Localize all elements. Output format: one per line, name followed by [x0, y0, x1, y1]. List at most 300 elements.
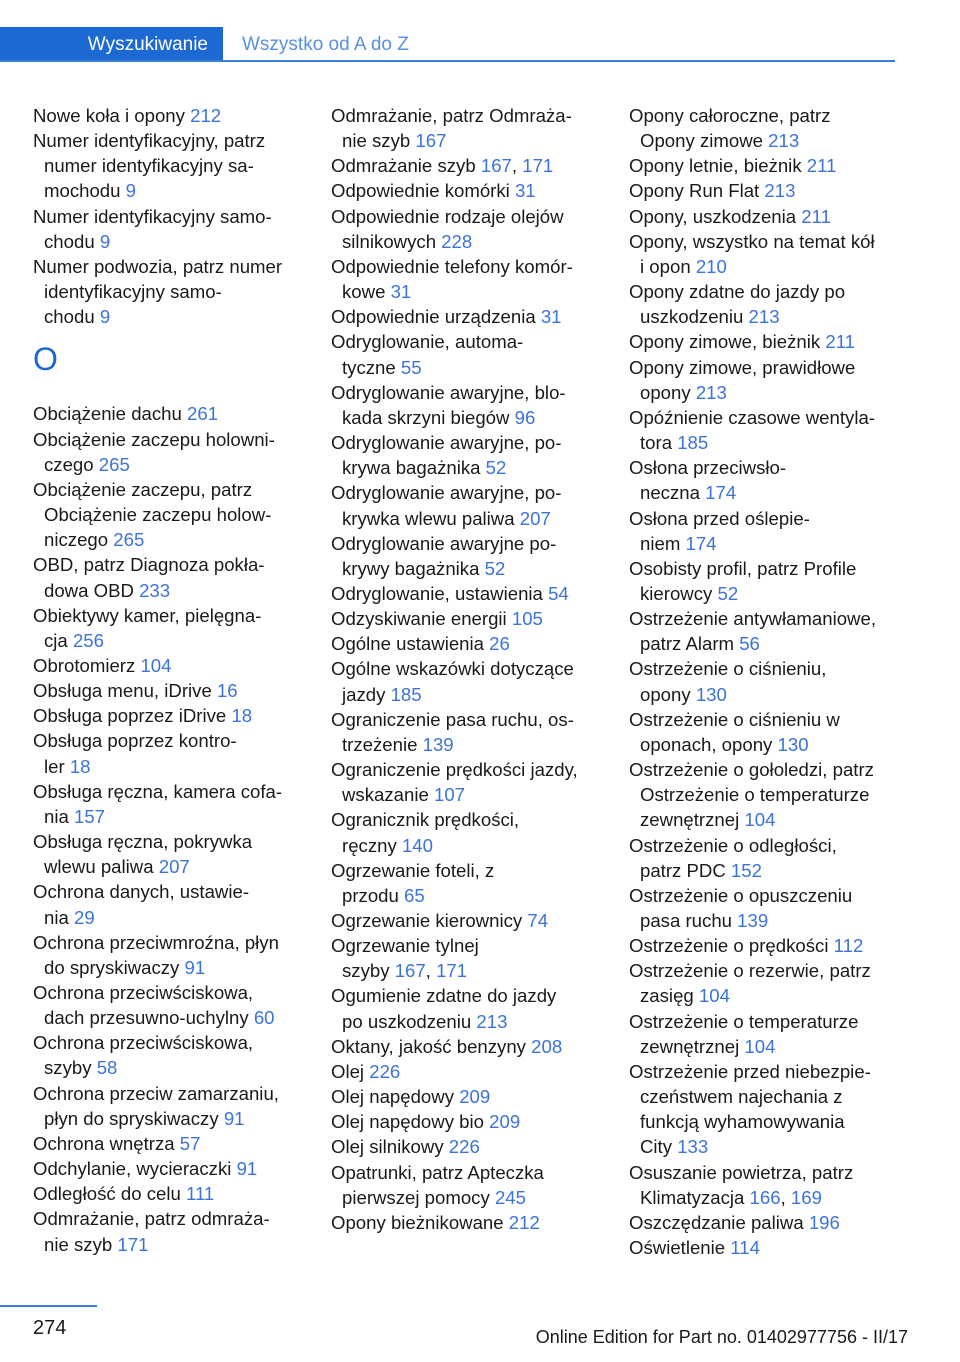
- index-entry-line: [629, 1009, 897, 1034]
- index-entry: [629, 833, 897, 883]
- index-entry-line: [331, 1034, 603, 1059]
- index-entry: [331, 631, 603, 656]
- index-entry-line: [33, 603, 305, 628]
- page-link[interactable]: 26: [489, 633, 510, 655]
- index-entry-text: Olej napędowy: [331, 1086, 455, 1108]
- page-link[interactable]: 265: [113, 529, 145, 551]
- index-entry-text: i opon: [640, 255, 691, 277]
- page-link[interactable]: 196: [808, 1211, 840, 1233]
- index-entry-text: trzeżenie: [342, 733, 418, 755]
- page-link[interactable]: 213: [764, 180, 796, 202]
- index-entry-text: zewnętrznej: [640, 1035, 740, 1057]
- section-heading: O: [33, 341, 58, 378]
- page-link[interactable]: 213: [768, 130, 800, 152]
- page-link[interactable]: 31: [540, 306, 562, 328]
- index-entry-line: [331, 103, 603, 128]
- index-entry-text: Odmrażanie, patrz odmraża‐: [33, 1208, 270, 1230]
- page-link[interactable]: 52: [485, 457, 507, 479]
- index-entry-line: [33, 401, 305, 426]
- index-entry-line: [331, 1084, 603, 1109]
- index-entry-line: [331, 1160, 603, 1185]
- index-entry-text: Ostrzeżenie o temperaturze: [629, 1010, 859, 1032]
- index-entry-line: [331, 883, 603, 908]
- index-entry: [629, 1160, 897, 1210]
- index-entry-text: Odpowiednie telefony komór‐: [331, 255, 573, 277]
- index-entry-text: wlewu paliwa: [44, 856, 154, 878]
- index-entry: [629, 355, 897, 405]
- page-link[interactable]: 58: [96, 1057, 118, 1079]
- index-entry-line: [331, 933, 603, 958]
- index-entry-text: mochodu: [44, 180, 121, 202]
- index-entry-text: opony: [640, 683, 691, 705]
- index-entry: [629, 606, 897, 656]
- index-entry: [331, 1109, 603, 1134]
- page-link[interactable]: 139: [422, 733, 454, 755]
- index-entry-text: Odryglowanie awaryjne, po‐: [331, 432, 562, 454]
- index-entry-line: [331, 178, 603, 203]
- index-entry: [33, 1131, 305, 1156]
- index-entry-line: [629, 833, 897, 858]
- index-column-1: [33, 103, 305, 1257]
- index-entry-line: [33, 930, 305, 955]
- page-link[interactable]: 208: [531, 1035, 563, 1057]
- index-entry-line: [629, 1034, 897, 1059]
- page-link[interactable]: 65: [404, 884, 425, 906]
- page-link[interactable]: 157: [74, 805, 106, 827]
- tab-search[interactable]: Wyszukiwanie: [0, 27, 223, 62]
- index-entry-line: [629, 581, 897, 606]
- page-link[interactable]: 211: [806, 155, 837, 177]
- index-entry-text: Osłona przeciwsło‐: [629, 457, 787, 479]
- index-entry: [331, 178, 603, 203]
- index-entry-text: numer identyfikacyjny sa‐: [44, 155, 254, 177]
- index-entry-line: [331, 858, 603, 883]
- index-entry: [331, 531, 603, 581]
- index-entry-line: [33, 527, 305, 552]
- index-entry-text: Odmrażanie szyb: [331, 155, 476, 177]
- index-entry-text: szyby: [44, 1057, 92, 1079]
- index-entry-text: Odryglowanie, ustawienia: [331, 582, 543, 604]
- index-entry-text: Ogumienie zdatne do jazdy: [331, 985, 557, 1007]
- index-entry-text: Ogranicznik prędkości,: [331, 809, 520, 831]
- tab-a-to-z[interactable]: Wszystko od A do Z: [242, 33, 409, 55]
- index-entry-line: [331, 405, 603, 430]
- index-entry-text: Odryglowanie awaryjne, blo‐: [331, 381, 566, 403]
- index-entry-text: Opony, uszkodzenia: [629, 205, 797, 227]
- page-link[interactable]: 52: [484, 557, 506, 579]
- index-entry-text: Osuszanie powietrza, patrz: [629, 1161, 854, 1183]
- index-entry-line: [331, 782, 603, 807]
- index-entry-text: po uszkodzeniu: [342, 1010, 472, 1032]
- index-entry-line: [33, 653, 305, 678]
- index-entry-line: [629, 229, 897, 254]
- index-entry-text: Obsługa menu, iDrive: [33, 680, 212, 702]
- index-entry-line: [331, 279, 603, 304]
- index-column-2: [331, 103, 603, 1235]
- index-entry-text: Ostrzeżenie o opuszczeniu: [629, 884, 853, 906]
- page-link[interactable]: 167: [415, 130, 447, 152]
- page-link[interactable]: 18: [69, 755, 91, 777]
- index-entry: [331, 380, 603, 430]
- index-entry-line: [33, 204, 305, 229]
- page-link[interactable]: 256: [72, 629, 104, 651]
- page-link[interactable]: 211: [801, 205, 831, 227]
- index-entry-text: Ostrzeżenie o ciśnieniu,: [629, 658, 827, 680]
- index-entry: [33, 678, 305, 703]
- header-rule: [0, 60, 895, 62]
- index-entry-text: ręczny: [342, 834, 397, 856]
- index-entry-text: nie szyb: [342, 130, 411, 152]
- page-link[interactable]: 111: [185, 1183, 215, 1205]
- index-entry-line: [331, 329, 603, 354]
- page-link[interactable]: 226: [369, 1060, 401, 1082]
- index-entry-text: Ostrzeżenie przed niebezpie‐: [629, 1060, 871, 1082]
- index-entry-text: ler: [44, 755, 65, 777]
- index-entry-line: [33, 678, 305, 703]
- page-link[interactable]: 210: [695, 255, 727, 277]
- index-entry-text: pierwszej pomocy: [342, 1186, 490, 1208]
- index-entry-text: Obrotomierz: [33, 654, 136, 676]
- index-entry-text: Ochrona przeciwmroźna, płyn: [33, 931, 279, 953]
- index-entry-text: niczego: [44, 529, 109, 551]
- page-link[interactable]: 209: [459, 1086, 491, 1108]
- index-entry-text: nia: [44, 805, 69, 827]
- page-link[interactable]: 16: [216, 680, 238, 702]
- page-link[interactable]: 139: [737, 910, 769, 931]
- index-entry-line: [629, 405, 897, 430]
- page-link[interactable]: 104: [744, 809, 776, 831]
- index-entry-line: [331, 732, 603, 757]
- index-entry-text: kada skrzyni biegów: [342, 406, 510, 428]
- index-entry-text: Ochrona danych, ustawie‐: [33, 881, 250, 903]
- index-entry-line: [33, 1005, 305, 1030]
- page-link[interactable]: 31: [390, 281, 412, 303]
- page-link[interactable]: 226: [448, 1136, 480, 1158]
- index-entry-line: Odmrażanie szyb 167, 171: [331, 155, 554, 177]
- page-link[interactable]: 174: [685, 532, 717, 554]
- index-entry-text: Obciążenie zaczepu holow‐: [44, 504, 272, 526]
- index-entry-text: Obciążenie dachu: [33, 403, 182, 425]
- index-entry: [331, 983, 603, 1033]
- index-entry-text: Odryglowanie awaryjne po‐: [331, 532, 557, 554]
- index-entry-line: [331, 682, 603, 707]
- index-entry: [629, 229, 897, 279]
- index-entry: [331, 254, 603, 304]
- page-link[interactable]: 55: [400, 356, 422, 378]
- page-link[interactable]: 104: [140, 654, 172, 676]
- index-entry-line: [629, 732, 897, 757]
- page-link[interactable]: 171: [522, 155, 554, 177]
- index-entry-text: Ogrzewanie tylnej: [331, 935, 479, 957]
- index-entry-line: [33, 829, 305, 854]
- index-entry-text: City: [640, 1136, 673, 1158]
- page-link[interactable]: 31: [514, 180, 536, 202]
- index-entry-line: [629, 329, 897, 354]
- index-entry-text: Odryglowanie, automa‐: [331, 331, 524, 353]
- index-entry-line: [33, 854, 305, 879]
- page-link[interactable]: 174: [705, 482, 737, 504]
- index-entry: [629, 1059, 897, 1160]
- index-entry-text: Numer podwozia, patrz numer: [33, 255, 283, 277]
- index-entry: [33, 401, 305, 426]
- index-entry-line: [629, 958, 897, 983]
- footer-rule: [0, 1305, 97, 1307]
- index-entry-line: [33, 1030, 305, 1055]
- page-link[interactable]: 91: [236, 1158, 258, 1180]
- index-entry-text: Numer identyfikacyjny samo‐: [33, 205, 272, 227]
- page-link[interactable]: 213: [476, 1010, 508, 1032]
- index-entry-text: Opony, wszystko na temat kół: [629, 230, 875, 252]
- edition-note: Online Edition for Part no. 01402977756 - II/17: [535, 1327, 908, 1347]
- index-entry-text: Obsługa ręczna, kamera cofa‐: [33, 780, 283, 802]
- page-link[interactable]: 152: [730, 859, 762, 881]
- page-link[interactable]: 209: [489, 1111, 521, 1133]
- index-entry-text: Odmrażanie, patrz Odmraża‐: [331, 105, 572, 126]
- index-entry-line: [331, 606, 603, 631]
- index-entry-line: [629, 430, 897, 455]
- index-entry-text: oponach, opony: [640, 733, 773, 755]
- index-entry-line: [33, 1055, 305, 1080]
- index-entry-text: do spryskiwaczy: [44, 956, 180, 978]
- page-link[interactable]: 52: [717, 582, 739, 604]
- index-entry-text: Obciążenie zaczepu, patrz: [33, 478, 253, 500]
- page-link[interactable]: 56: [739, 633, 760, 655]
- index-entry-text: szyby: [342, 960, 390, 982]
- index-entry-line: [331, 1059, 603, 1084]
- index-entry: [629, 883, 897, 933]
- page-link[interactable]: 261: [187, 403, 219, 425]
- index-entry-line: [629, 983, 897, 1008]
- index-entry-line: [629, 1109, 897, 1134]
- index-entry-text: cja: [44, 629, 68, 651]
- index-entry: [33, 829, 305, 879]
- page-link[interactable]: 211: [825, 331, 856, 353]
- page-link[interactable]: 57: [179, 1132, 201, 1154]
- index-entry-text: chodu: [44, 230, 95, 252]
- index-entry-line: [629, 631, 897, 656]
- index-entry: [629, 933, 897, 958]
- page-link[interactable]: 130: [695, 683, 727, 705]
- index-entry: [629, 757, 897, 832]
- index-entry-line: [629, 757, 897, 782]
- page-link[interactable]: 105: [511, 608, 543, 630]
- page-link[interactable]: 104: [744, 1035, 776, 1057]
- index-entry-text: krywka wlewu paliwa: [342, 507, 515, 529]
- index-entry-text: jazdy: [342, 683, 386, 705]
- index-entry-line: [331, 204, 603, 229]
- index-entry-line: [33, 703, 305, 728]
- index-entry: [33, 779, 305, 829]
- index-entry: [33, 1156, 305, 1181]
- index-entry-line: [33, 955, 305, 980]
- index-entry: [331, 430, 603, 480]
- page-link[interactable]: 60: [253, 1007, 275, 1029]
- index-entry-line: [33, 452, 305, 477]
- index-entry-text: Ogrzewanie foteli, z: [331, 859, 495, 881]
- index-entry-line: [331, 581, 603, 606]
- index-entry-text: nie szyb: [44, 1233, 113, 1255]
- index-entry-line: [33, 980, 305, 1005]
- index-entry-text: Osobisty profil, patrz Profile: [629, 557, 857, 579]
- page-link[interactable]: 104: [698, 985, 730, 1007]
- page-link[interactable]: 233: [139, 579, 171, 601]
- index-entry: [331, 858, 603, 908]
- page-link[interactable]: 212: [508, 1211, 540, 1233]
- index-entry: [33, 1081, 305, 1131]
- index-entry: [33, 980, 305, 1030]
- index-entry-text: identyfikacyjny samo‐: [44, 281, 222, 303]
- index-entry: [629, 707, 897, 757]
- index-entry: [629, 656, 897, 706]
- index-entry-text: Ostrzeżenie o gołoledzi, patrz: [629, 759, 874, 781]
- index-entry-text: dach przesuwno-uchylny: [44, 1007, 249, 1029]
- page-link[interactable]: 207: [158, 856, 190, 878]
- index-entry: [33, 728, 305, 778]
- index-entry-text: krywy bagażnika: [342, 557, 480, 579]
- page-link[interactable]: 185: [677, 432, 709, 454]
- index-entry-text: czeństwem najechania z: [640, 1086, 843, 1108]
- index-entry-line: [331, 1210, 603, 1235]
- index-entry-text: Ochrona wnętrza: [33, 1132, 175, 1154]
- index-entry-line: Klimatyzacja 166, 169: [640, 1186, 822, 1208]
- index-entry-line: [331, 128, 603, 153]
- index-entry: [331, 807, 603, 857]
- page-link[interactable]: 112: [833, 935, 864, 957]
- index-entry-text: Odległość do celu: [33, 1183, 181, 1205]
- page-link[interactable]: 213: [695, 381, 727, 403]
- page-link[interactable]: 171: [436, 960, 468, 982]
- index-entry-line: [331, 455, 603, 480]
- index-entry: [33, 1206, 305, 1256]
- index-entry-line: [331, 1109, 603, 1134]
- index-entry-text: Osłona przed oślepie‐: [629, 507, 810, 529]
- index-entry-line: [331, 1009, 603, 1034]
- index-entry-line: [331, 254, 603, 279]
- page-link[interactable]: 213: [748, 306, 780, 328]
- index-entry-line: [33, 1156, 305, 1181]
- index-entry-line: [33, 879, 305, 904]
- index-entry-text: neczna: [640, 482, 700, 504]
- index-entry-text: Opony letnie, bieżnik: [629, 155, 802, 177]
- index-entry-line: [629, 1084, 897, 1109]
- index-entry-line: [629, 782, 897, 807]
- index-entry-text: Olej napędowy bio: [331, 1111, 484, 1133]
- index-entry-text: patrz PDC: [640, 859, 726, 881]
- index-entry: [33, 427, 305, 477]
- page-link[interactable]: 130: [777, 733, 809, 755]
- page-link[interactable]: 167: [480, 155, 512, 177]
- page-link[interactable]: 265: [98, 453, 130, 475]
- page-link[interactable]: 54: [548, 582, 569, 604]
- index-entry-text: Oktany, jakość benzyny: [331, 1035, 526, 1057]
- index-entry-line: [629, 355, 897, 380]
- page-link[interactable]: 9: [99, 230, 111, 252]
- index-entry-text: Ogólne ustawienia: [331, 633, 484, 655]
- index-entry-text: Opony zimowe: [640, 130, 763, 152]
- page-link[interactable]: 18: [231, 705, 253, 727]
- index-entry-text: Oświetlenie: [629, 1237, 726, 1259]
- index-entry-line: [629, 254, 897, 279]
- index-entry: [629, 556, 897, 606]
- index-entry-text: Obsługa poprzez kontro‐: [33, 730, 237, 752]
- index-entry-text: Numer identyfikacyjny, patrz: [33, 130, 266, 152]
- page-link[interactable]: 9: [99, 306, 111, 328]
- index-entry: [331, 1160, 603, 1210]
- index-entry: [331, 304, 603, 329]
- index-entry-text: Ogólne wskazówki dotyczące: [331, 658, 574, 680]
- page-link[interactable]: 91: [184, 956, 206, 978]
- page-link[interactable]: 140: [401, 834, 433, 856]
- index-entry-text: Obsługa poprzez iDrive: [33, 705, 227, 727]
- index-entry-line: [33, 728, 305, 753]
- index-entry-line: [629, 103, 897, 128]
- index-entry-text: Odpowiednie rodzaje olejów: [331, 205, 564, 227]
- page-link[interactable]: 96: [514, 406, 536, 428]
- index-entry-line: [33, 628, 305, 653]
- index-entry-text: Nowe koła i opony: [33, 105, 185, 126]
- index-entry: [629, 204, 897, 229]
- page-link[interactable]: 185: [390, 683, 422, 705]
- page-link[interactable]: 207: [519, 507, 551, 529]
- page-link[interactable]: 9: [125, 180, 137, 202]
- index-entry-text: czego: [44, 453, 94, 475]
- index-entry: [33, 1030, 305, 1080]
- index-entry-line: [331, 430, 603, 455]
- page-link[interactable]: 107: [434, 784, 466, 806]
- index-entry-line: [33, 779, 305, 804]
- page-link[interactable]: 114: [730, 1237, 760, 1259]
- page-link[interactable]: 133: [677, 1136, 709, 1158]
- index-entry-line: [33, 1131, 305, 1156]
- page-link[interactable]: 245: [494, 1186, 526, 1208]
- page-link[interactable]: 228: [441, 230, 473, 252]
- index-entry: [331, 204, 603, 254]
- index-entry-line: [33, 1081, 305, 1106]
- index-entry-line: [331, 983, 603, 1008]
- page-number: 274: [33, 1317, 67, 1339]
- index-entry-line: [331, 1134, 603, 1159]
- index-entry-line: [331, 480, 603, 505]
- index-entry-text: patrz Alarm: [640, 633, 735, 655]
- page-link[interactable]: 74: [527, 910, 549, 931]
- index-entry-text: opony: [640, 381, 691, 403]
- index-entry-line: [33, 1206, 305, 1231]
- index-entry: [33, 879, 305, 929]
- index-entry-text: Opony zimowe, bieżnik: [629, 331, 821, 353]
- index-entry-line: [629, 380, 897, 405]
- header-bar: [0, 27, 895, 62]
- page-link[interactable]: 171: [117, 1233, 149, 1255]
- page-link[interactable]: 169: [790, 1186, 822, 1208]
- index-entry-line: [629, 204, 897, 229]
- page-link[interactable]: 166: [749, 1186, 781, 1208]
- page-link[interactable]: 167: [394, 960, 426, 982]
- index-entry-text: płyn do spryskiwaczy: [44, 1107, 219, 1129]
- page-link[interactable]: 91: [223, 1107, 245, 1129]
- index-entry: [33, 552, 305, 602]
- page-link[interactable]: 29: [74, 906, 95, 928]
- index-entry: [629, 153, 897, 178]
- index-entry-text: Ochrona przeciw zamarzaniu,: [33, 1082, 279, 1104]
- index-entry-line: [629, 908, 897, 933]
- index-entry-text: Odzyskiwanie energii: [331, 608, 507, 630]
- index-entry-line: [331, 556, 603, 581]
- index-entry-line: [331, 757, 603, 782]
- index-entry-text: Klimatyzacja: [640, 1186, 745, 1208]
- page-link[interactable]: 212: [190, 105, 222, 126]
- index-entry-line: [629, 858, 897, 883]
- index-entry-text: Ostrzeżenie o prędkości: [629, 935, 829, 957]
